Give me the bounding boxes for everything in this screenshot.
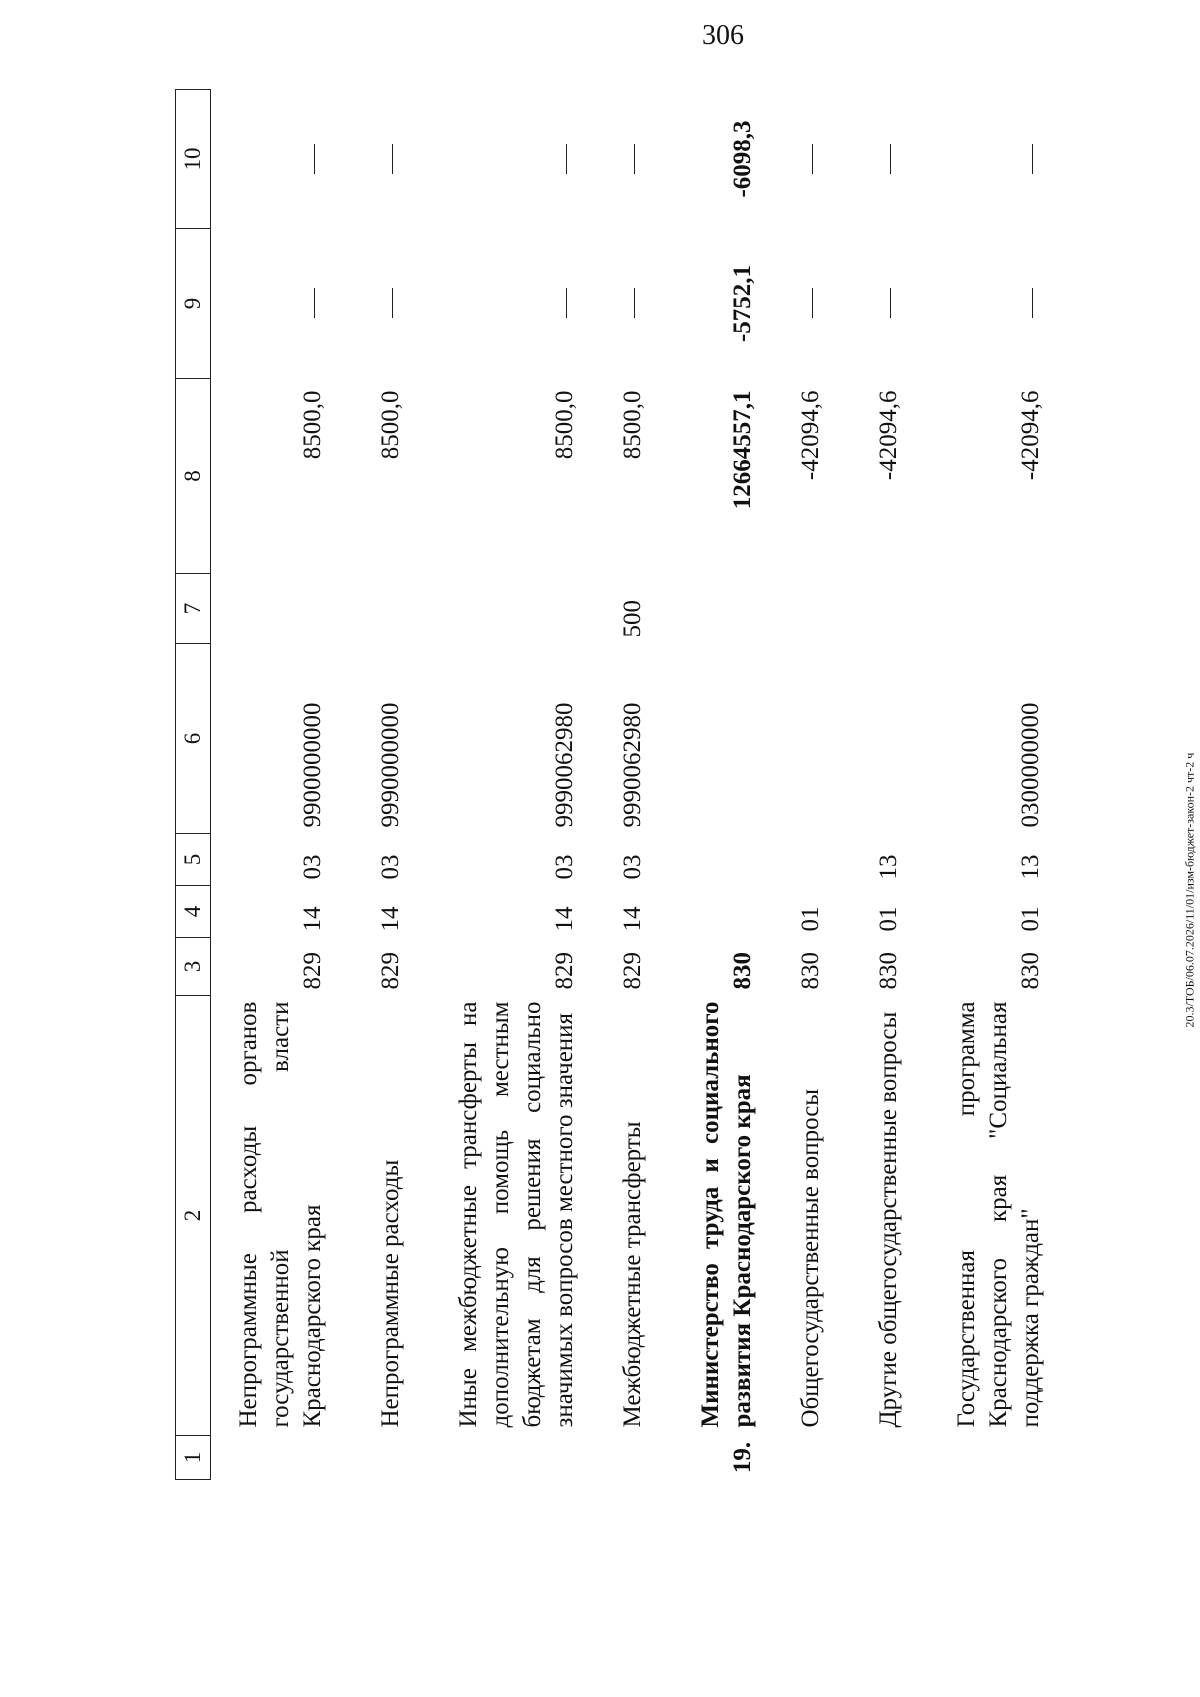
cell-col-5: 03 <box>299 854 326 880</box>
header-col-6: 6 <box>176 644 211 834</box>
dash-mark <box>890 144 892 174</box>
cell-col-5 <box>765 834 833 886</box>
cell-col-6 <box>655 644 765 834</box>
dash-mark <box>634 144 636 174</box>
row-number: 19. <box>729 1441 756 1474</box>
cell-col-8: -42094,6 <box>797 390 824 481</box>
row-name: Другие общегосударственные вопросы <box>875 1011 902 1428</box>
cell-col-8: 12664557,1 <box>729 390 756 510</box>
dash-mark <box>890 289 892 319</box>
cell-col-5: 03 <box>551 854 578 880</box>
rotated-table-frame <box>175 90 1175 1480</box>
row-number <box>413 1436 587 1480</box>
cell-col-9: -5752,1 <box>729 264 756 343</box>
cell-col-7 <box>765 574 833 644</box>
cell-col-10 <box>413 90 587 229</box>
row-name: Непрограммные расходы <box>377 1159 404 1428</box>
footer-code: 20.3/ТОБ/06.07.2026/11/01/изм-бюджет-закон-2 чт-2 ч <box>1182 752 1197 1028</box>
table-row <box>413 90 587 1480</box>
row-name: Общегосударственные вопросы <box>797 1088 824 1428</box>
cell-col-8: -42094,6 <box>1017 390 1044 481</box>
cell-col-9 <box>833 229 911 379</box>
table-row <box>833 90 911 1480</box>
cell-col-3: 830 <box>797 952 824 990</box>
cell-col-8: -42094,6 <box>875 390 902 481</box>
row-number <box>911 1436 1053 1480</box>
cell-col-6: 9990062980 <box>551 702 578 828</box>
page-number: 306 <box>702 20 744 51</box>
cell-col-9 <box>335 229 413 379</box>
cell-col-10 <box>587 90 655 229</box>
dash-mark <box>1032 289 1034 319</box>
cell-col-10: -6098,3 <box>729 120 756 198</box>
dash-mark <box>566 289 568 319</box>
cell-col-4: 14 <box>551 906 578 932</box>
row-name: Непрограммные расходы органов государственной власти Краснодарского края <box>235 1001 326 1428</box>
header-col-8: 8 <box>176 379 211 574</box>
dash-mark <box>812 289 814 319</box>
cell-col-4: 14 <box>377 906 404 932</box>
row-number <box>587 1436 655 1480</box>
row-name: Иные межбюджетные трансферты на дополнительную помощь местным бюджетам для решения социально значимых вопросов местного значения <box>455 1001 578 1428</box>
cell-col-3: 829 <box>551 952 578 990</box>
cell-col-4: 01 <box>875 906 902 932</box>
row-number <box>765 1436 833 1480</box>
cell-col-7: 500 <box>619 600 646 638</box>
row-number <box>211 1436 336 1480</box>
budget-table-body <box>211 90 1054 1480</box>
cell-col-6 <box>765 644 833 834</box>
header-col-3: 3 <box>176 938 211 996</box>
dash-mark <box>314 144 316 174</box>
cell-col-7 <box>911 574 1053 644</box>
cell-col-9 <box>911 229 1053 379</box>
dash-mark <box>634 289 636 319</box>
dash-mark <box>392 144 394 174</box>
cell-col-4: 01 <box>797 906 824 932</box>
cell-col-8: 8500,0 <box>619 390 646 460</box>
header-col-7: 7 <box>176 574 211 644</box>
dash-mark <box>392 289 394 319</box>
cell-col-7 <box>211 574 336 644</box>
table-row <box>335 90 413 1480</box>
cell-col-6: 9900000000 <box>299 702 326 828</box>
cell-col-4: 01 <box>1017 906 1044 932</box>
cell-col-10 <box>211 90 336 229</box>
cell-col-9 <box>413 229 587 379</box>
cell-col-5 <box>655 834 765 886</box>
cell-col-10 <box>911 90 1053 229</box>
cell-col-10 <box>765 90 833 229</box>
table-row <box>911 90 1053 1480</box>
cell-col-8: 8500,0 <box>299 390 326 460</box>
cell-col-4: 14 <box>299 906 326 932</box>
row-number <box>833 1436 911 1480</box>
row-name: Государственная программа Краснодарского края "Социальная поддержка граждан" <box>953 1001 1044 1428</box>
header-col-10: 10 <box>176 90 211 229</box>
cell-col-3: 829 <box>299 952 326 990</box>
header-col-2: 2 <box>176 996 211 1436</box>
cell-col-9 <box>587 229 655 379</box>
cell-col-10 <box>335 90 413 229</box>
cell-col-5: 03 <box>619 854 646 880</box>
cell-col-7 <box>335 574 413 644</box>
cell-col-3: 830 <box>875 952 902 990</box>
cell-col-8: 8500,0 <box>377 390 404 460</box>
cell-col-5: 13 <box>875 854 902 880</box>
cell-col-3: 830 <box>729 952 756 990</box>
cell-col-3: 830 <box>1017 952 1044 990</box>
cell-col-4 <box>655 886 765 938</box>
cell-col-6: 0300000000 <box>1017 702 1044 828</box>
table-row <box>765 90 833 1480</box>
header-col-1: 1 <box>176 1436 211 1480</box>
row-name: Министерство труда и социального развития Краснодарского края <box>697 1001 756 1428</box>
row-name: Межбюджетные трансферты <box>619 1121 646 1428</box>
cell-col-3: 829 <box>619 952 646 990</box>
table-header-row <box>176 90 211 1480</box>
dash-mark <box>314 289 316 319</box>
cell-col-7 <box>413 574 587 644</box>
cell-col-7 <box>833 574 911 644</box>
rotated-table-container <box>175 90 1200 1474</box>
table-row <box>211 90 336 1480</box>
budget-table <box>175 89 1053 1480</box>
dash-mark <box>566 144 568 174</box>
cell-col-3: 829 <box>377 952 404 990</box>
row-number <box>335 1436 413 1480</box>
cell-col-8: 8500,0 <box>551 390 578 460</box>
header-col-4: 4 <box>176 886 211 938</box>
cell-col-9 <box>765 229 833 379</box>
cell-col-7 <box>655 574 765 644</box>
cell-col-6 <box>833 644 911 834</box>
dash-mark <box>1032 144 1034 174</box>
dash-mark <box>812 144 814 174</box>
cell-col-5: 13 <box>1017 854 1044 880</box>
cell-col-6: 9990062980 <box>619 702 646 828</box>
cell-col-6: 9990000000 <box>377 702 404 828</box>
cell-col-10 <box>833 90 911 229</box>
header-col-5: 5 <box>176 834 211 886</box>
cell-col-5: 03 <box>377 854 404 880</box>
table-row <box>587 90 655 1480</box>
header-col-9: 9 <box>176 229 211 379</box>
cell-col-9 <box>211 229 336 379</box>
table-row <box>655 90 765 1480</box>
cell-col-4: 14 <box>619 906 646 932</box>
